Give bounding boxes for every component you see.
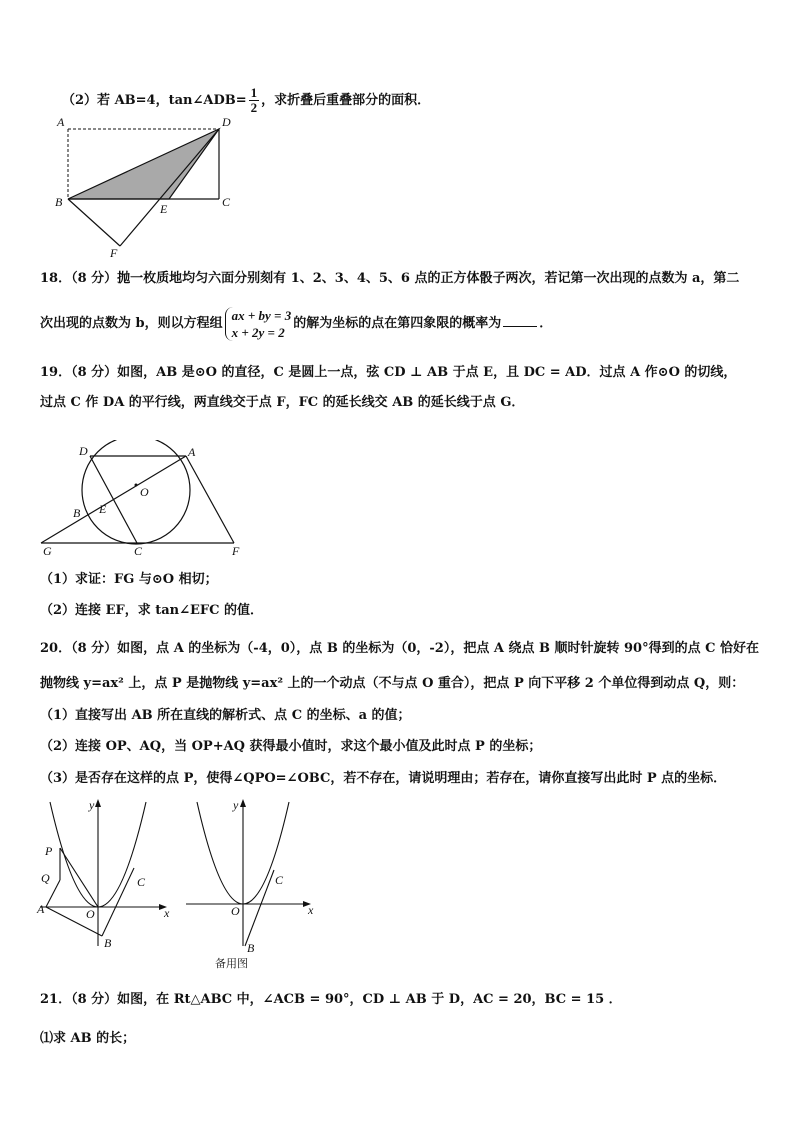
q18-equation-system [225, 307, 292, 341]
q19-label-b: B [73, 506, 81, 520]
q17-figure [50, 112, 250, 262]
q20-fig1-label-c: C [137, 875, 146, 889]
q19-center-dot [135, 484, 138, 487]
q20-fig2-y-arrow [240, 799, 246, 807]
q18-answer-blank [503, 314, 537, 327]
q17-part2-prefix: （2）若 AB=4，tan∠ADB= [62, 93, 247, 108]
q20-fig2-label-c: C [275, 873, 284, 887]
q19-label-a: A [188, 445, 196, 459]
q19-label-e: E [99, 502, 107, 516]
q20-line2: 抛物线 y=ax² 上，点 P 是抛物线 y=ax² 上的一个动点（不与点 O 重合），把点 P 向下平移 2 个单位得到动点 Q，则： [40, 676, 745, 691]
q20-fig1-y-arrow [95, 799, 101, 807]
q20-fig1-label-x: x [164, 906, 170, 920]
q20-fig2-seg-bc [245, 870, 274, 946]
q20-sub3: （3）是否存在这样的点 P，使得∠QPO=∠OBC，若不存在，请说明理由；若存在，请你直接写出此时 P 点的坐标． [40, 771, 727, 786]
q18-line2-end: ． [539, 316, 553, 331]
q17-overlap-shaded [68, 129, 219, 199]
q19-sub2: （2）连接 EF，求 tan∠EFC 的值． [40, 603, 264, 618]
q20-fig2-label-b: B [247, 941, 255, 955]
q19-line-ag [41, 456, 186, 543]
q19-sub1: （1）求证：FG 与⊙O 相切； [40, 572, 218, 587]
q17-label-a: A [57, 115, 65, 129]
q21-sub1: ⑴求 AB 的长； [40, 1031, 136, 1046]
q20-fig2-label-o: O [231, 904, 240, 918]
q17-label-e: E [160, 202, 168, 216]
q19-label-g: G [43, 544, 52, 558]
q20-fig1-label-y: y [89, 798, 95, 812]
q20-figure-2 [180, 796, 320, 974]
q17-label-d: D [222, 115, 231, 129]
q20-fig1-seg-po [60, 848, 98, 907]
q20-fig1-seg-bc [102, 868, 134, 936]
q18-line2-suffix: 的解为坐标的点在第四象限的概率为 [293, 316, 502, 331]
q20-fig2-label-x: x [308, 903, 314, 917]
q18-line1: 18．（8 分）抛一枚质地均匀六面分别刻有 1、2、3、4、5、6 点的正方体骰子两次，若记第一次出现的点数为 a，第二 [40, 271, 740, 286]
q19-figure [36, 440, 251, 558]
q19-label-d: D [79, 444, 88, 458]
q17-label-b: B [55, 195, 63, 209]
q21-line1: 21．（8 分）如图，在 Rt△ABC 中，∠ACB = 90°，CD ⊥ AB 于 D，AC = 20，BC = 15 ． [40, 992, 622, 1007]
q20-fig2-label-y: y [233, 798, 239, 812]
q20-fig1-label-p: P [45, 844, 53, 858]
q18-line2-prefix: 次出现的点数为 b，则以方程组 [40, 316, 223, 331]
q17-side-bf [68, 199, 120, 246]
q20-sub1: （1）直接写出 AB 所在直线的解析式、点 C 的坐标、a 的值； [40, 708, 411, 723]
q19-label-f: F [232, 544, 240, 558]
q17-part2-suffix: ，求折叠后重叠部分的面积． [261, 93, 431, 108]
q18-line2 [40, 306, 552, 342]
q17-label-c: C [222, 195, 231, 209]
q19-line1: 19．（8 分）如图，AB 是⊙O 的直径，C 是圆上一点，弦 CD ⊥ AB 于点 E，且 DC = AD．过点 A 作⊙O 的切线， [40, 365, 737, 380]
q20-line1: 20．（8 分）如图，点 A 的坐标为（-4，0），点 B 的坐标为（0，-2），把点 A 绕点 B 顺时针旋转 90°得到的点 C 恰好在 [40, 641, 760, 656]
q18-eq2: x + 2y = 2 [231, 324, 285, 340]
q20-fig1-label-a: A [37, 902, 45, 916]
q20-sub2: （2）连接 OP、AQ，当 OP+AQ 获得最小值时，求这个最小值及此时点 P 的坐标； [40, 739, 542, 754]
q19-line2: 过点 C 作 DA 的平行线，两直线交于点 F，FC 的延长线交 AB 的延长线于点 G． [40, 395, 525, 410]
q19-label-o: O [140, 485, 149, 499]
q18-eq1: ax + by = 3 [231, 307, 292, 323]
q17-fraction: $\frac{1}{2}$ [250, 85, 258, 115]
q20-fig1-label-b: B [104, 936, 112, 950]
q17-part2 [62, 86, 430, 115]
q20-figure-1 [36, 796, 176, 954]
q19-tangent-af [186, 456, 234, 543]
q17-label-f: F [110, 246, 118, 260]
q20-fig1-label-o: O [86, 907, 95, 921]
q20-fig2-caption: 备用图 [215, 957, 248, 970]
q19-label-c: C [134, 544, 143, 558]
q20-fig1-label-q: Q [41, 871, 50, 885]
